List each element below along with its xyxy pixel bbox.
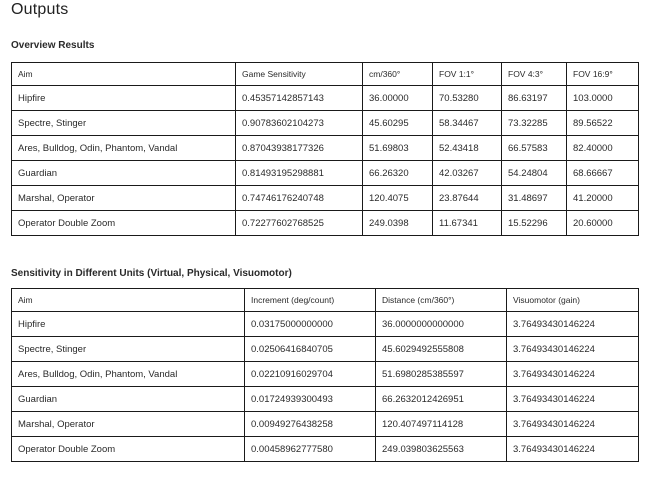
table-cell: 0.00949276438258 — [245, 412, 376, 437]
table-cell: Hipfire — [12, 312, 245, 337]
table-row — [12, 387, 639, 412]
column-header: FOV 16:9° — [567, 63, 639, 86]
table-row — [12, 111, 639, 136]
table-cell: 3.76493430146224 — [507, 312, 639, 337]
table-cell: 51.69803 — [363, 136, 433, 161]
table-row — [12, 412, 639, 437]
table-cell: 0.03175000000000 — [245, 312, 376, 337]
table-cell: 52.43418 — [433, 136, 502, 161]
table-cell: 0.45357142857143 — [236, 86, 363, 111]
table-row — [12, 86, 639, 111]
table-cell: 86.63197 — [502, 86, 567, 111]
table-cell: 54.24804 — [502, 161, 567, 186]
table-cell: Ares, Bulldog, Odin, Phantom, Vandal — [12, 362, 245, 387]
column-header: Game Sensitivity — [236, 63, 363, 86]
table-row — [12, 136, 639, 161]
table-cell: 45.60295 — [363, 111, 433, 136]
table-cell: 0.72277602768525 — [236, 211, 363, 236]
table-cell: Guardian — [12, 161, 236, 186]
table-cell: 36.0000000000000 — [376, 312, 507, 337]
table-cell: 3.76493430146224 — [507, 412, 639, 437]
table-cell: 249.039803625563 — [376, 437, 507, 462]
table-cell: 0.87043938177326 — [236, 136, 363, 161]
table-cell: 3.76493430146224 — [507, 437, 639, 462]
table-header-row — [12, 289, 639, 312]
table-cell: 0.74746176240748 — [236, 186, 363, 211]
column-header: FOV 4:3° — [502, 63, 567, 86]
table-cell: 103.0000 — [567, 86, 639, 111]
table-cell: 249.0398 — [363, 211, 433, 236]
overview-results-title: Overview Results — [11, 40, 95, 51]
table-cell: Operator Double Zoom — [12, 211, 236, 236]
table-cell: 42.03267 — [433, 161, 502, 186]
page-title: Outputs — [11, 1, 69, 18]
table-cell: Spectre, Stinger — [12, 111, 236, 136]
column-header: Visuomotor (gain) — [507, 289, 639, 312]
column-header: Increment (deg/count) — [245, 289, 376, 312]
table-row — [12, 161, 639, 186]
table-cell: Marshal, Operator — [12, 412, 245, 437]
table-cell: 0.81493195298881 — [236, 161, 363, 186]
table-cell: 66.2632012426951 — [376, 387, 507, 412]
table-cell: 58.34467 — [433, 111, 502, 136]
table-cell: 66.57583 — [502, 136, 567, 161]
table-cell: 11.67341 — [433, 211, 502, 236]
sensitivity-units-table — [11, 288, 639, 462]
table-cell: 3.76493430146224 — [507, 387, 639, 412]
overview-results-table — [11, 62, 639, 236]
table-row — [12, 337, 639, 362]
table-cell: 89.56522 — [567, 111, 639, 136]
table-cell: Ares, Bulldog, Odin, Phantom, Vandal — [12, 136, 236, 161]
table-cell: 0.90783602104273 — [236, 111, 363, 136]
column-header: Distance (cm/360°) — [376, 289, 507, 312]
table-cell: 82.40000 — [567, 136, 639, 161]
table-cell: 20.60000 — [567, 211, 639, 236]
table-cell: 0.02210916029704 — [245, 362, 376, 387]
table-cell: 120.4075 — [363, 186, 433, 211]
table-cell: Hipfire — [12, 86, 236, 111]
table-cell: 0.00458962777580 — [245, 437, 376, 462]
table-cell: 0.02506416840705 — [245, 337, 376, 362]
table-row — [12, 312, 639, 337]
table-cell: 36.00000 — [363, 86, 433, 111]
table-cell: Marshal, Operator — [12, 186, 236, 211]
column-header: Aim — [12, 289, 245, 312]
table-row — [12, 211, 639, 236]
table-cell: 73.32285 — [502, 111, 567, 136]
table-cell: 23.87644 — [433, 186, 502, 211]
table-cell: 31.48697 — [502, 186, 567, 211]
table-row — [12, 362, 639, 387]
table-cell: 45.6029492555808 — [376, 337, 507, 362]
table-cell: Operator Double Zoom — [12, 437, 245, 462]
table-cell: 51.6980285385597 — [376, 362, 507, 387]
table-cell: 41.20000 — [567, 186, 639, 211]
table-row — [12, 437, 639, 462]
units-section-title: Sensitivity in Different Units (Virtual, Physical, Visuomotor) — [11, 268, 292, 279]
table-cell: 68.66667 — [567, 161, 639, 186]
column-header: cm/360° — [363, 63, 433, 86]
table-cell: 0.01724939300493 — [245, 387, 376, 412]
table-header-row — [12, 63, 639, 86]
table-cell: Spectre, Stinger — [12, 337, 245, 362]
table-cell: 3.76493430146224 — [507, 362, 639, 387]
table-cell: 15.52296 — [502, 211, 567, 236]
table-row — [12, 186, 639, 211]
table-cell: 3.76493430146224 — [507, 337, 639, 362]
table-cell: 66.26320 — [363, 161, 433, 186]
table-cell: 120.407497114128 — [376, 412, 507, 437]
column-header: FOV 1:1° — [433, 63, 502, 86]
column-header: Aim — [12, 63, 236, 86]
table-cell: 70.53280 — [433, 86, 502, 111]
table-cell: Guardian — [12, 387, 245, 412]
